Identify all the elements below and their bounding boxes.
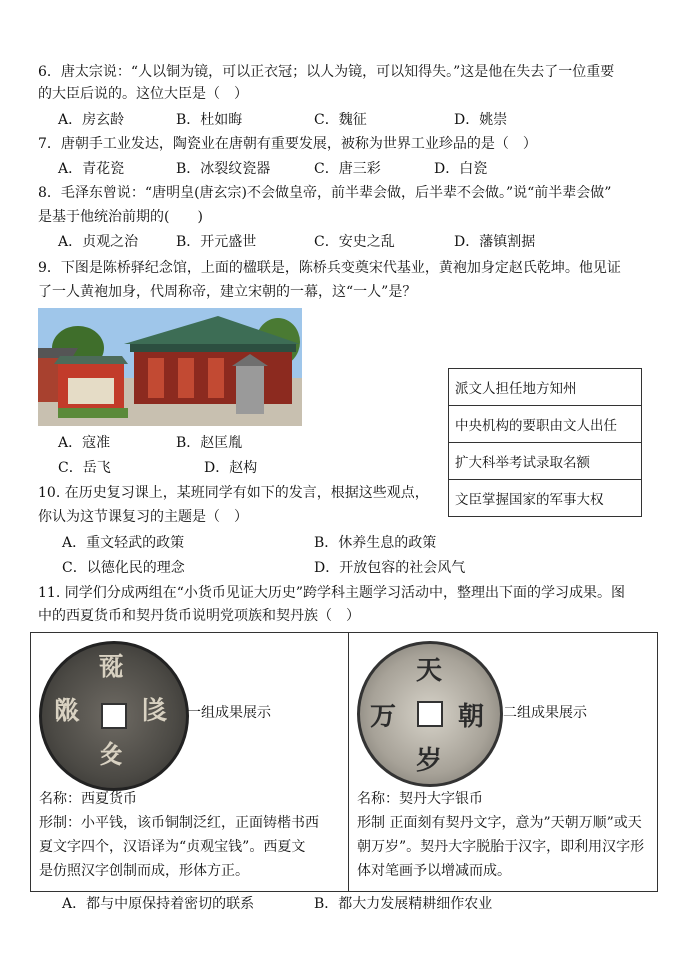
q6-option-a[interactable]: A．房玄龄 xyxy=(58,112,125,128)
q10-stem-line1: 10. 在历史复习课上，某班同学有如下的发言，根据这些观点， xyxy=(38,485,429,501)
q9-option-b[interactable]: B．赵匡胤 xyxy=(176,435,243,451)
q7-option-c[interactable]: C．唐三彩 xyxy=(314,161,381,177)
statement-cell: 扩大科举考试录取名额 xyxy=(449,443,642,480)
q8-stem-line2: 是基于他统治前期的( ) xyxy=(38,209,203,225)
q8-option-d[interactable]: D．藩镇割据 xyxy=(454,234,536,250)
q9-option-d[interactable]: D．赵构 xyxy=(204,460,258,476)
statement-cell: 派文人担任地方知州 xyxy=(449,369,642,406)
western-xia-desc-line1: 形制：小平钱，该币铜制泛红，正面铸楷书西 xyxy=(39,815,319,831)
q6-option-d[interactable]: D．姚崇 xyxy=(454,112,508,128)
khitan-desc-line1: 形制 正面刻有契丹文字，意为”天朝万顺”或天 xyxy=(357,815,642,831)
q8-stem-line1: 8．毛泽东曾说：“唐明皇(唐玄宗)不会做皇帝，前半辈会做，后半辈不会做。”说“前半辈会做” xyxy=(38,185,612,201)
q11-option-a[interactable]: A．都与中原保持着密切的联系 xyxy=(62,896,255,912)
q7-option-b[interactable]: B．冰裂纹瓷器 xyxy=(176,161,271,177)
western-xia-desc-line3: 是仿照汉字创制而成，形体方正。 xyxy=(39,863,249,879)
coin-results-table xyxy=(30,632,658,892)
coin-glyph-right: 朝 xyxy=(458,702,485,732)
western-xia-desc-line2: 夏文字四个，汉语译为“贞观宝钱”。西夏文 xyxy=(39,839,306,855)
q9-option-c[interactable]: C．岳飞 xyxy=(58,460,111,476)
q10-option-d[interactable]: D．开放包容的社会风气 xyxy=(314,560,466,576)
student-statements-table xyxy=(448,368,642,517)
q9-option-a[interactable]: A．寇准 xyxy=(58,435,111,451)
chenqiao-memorial-photo xyxy=(38,308,302,426)
q8-option-a[interactable]: A．贞观之治 xyxy=(58,234,139,250)
coin-glyph-bottom: 岁 xyxy=(416,746,443,776)
q11-stem-line2: 中的西夏货币和契丹货币说明党项族和契丹族（ ） xyxy=(38,608,360,624)
khitan-coin-name: 名称：契丹大字银币 xyxy=(357,791,483,807)
coin-glyph-top: 天 xyxy=(416,656,443,686)
q11-option-b[interactable]: B．都大力发展精耕细作农业 xyxy=(314,896,493,912)
q10-stem-line2: 你认为这节课复习的主题是（ ） xyxy=(38,509,248,525)
statement-cell: 中央机构的要职由文人出任 xyxy=(449,406,642,443)
western-xia-coin-image: 𗀔 𗁅 𗂂 𗃐 xyxy=(39,641,189,791)
western-xia-name: 名称：西夏货币 xyxy=(39,791,137,807)
khitan-desc-line2: 朝万岁”。契丹大字脱胎于汉字，即利用汉字形 xyxy=(357,839,645,855)
q10-option-b[interactable]: B．休养生息的政策 xyxy=(314,535,437,551)
q8-option-c[interactable]: C．安史之乱 xyxy=(314,234,395,250)
table-divider xyxy=(348,633,349,891)
q9-stem-line2: 了一人黄袍加身，代周称帝，建立宋朝的一幕，这“一人”是？ xyxy=(38,284,417,300)
q9-stem-line1: 9．下图是陈桥驿纪念馆，上面的楹联是，陈桥兵变奠宋代基业，黄袍加身定赵氏乾坤。他见证 xyxy=(38,260,621,276)
q6-stem-line2: 的大臣后说的。这位大臣是（ ） xyxy=(38,86,248,102)
q7-option-d[interactable]: D．白瓷 xyxy=(434,161,488,177)
q6-stem-line1: 6．唐太宗说：“人以铜为镜，可以正衣冠；以人为镜，可以知得失。”这是他在失去了一位重要 xyxy=(38,64,615,80)
q11-stem-line1: 11. 同学们分成两组在“小货币见证大历史”跨学科主题学习活动中，整理出下面的学习成果。图 xyxy=(38,585,626,601)
q6-option-c[interactable]: C．魏征 xyxy=(314,112,367,128)
coin-glyph-left: 万 xyxy=(370,702,397,732)
q7-stem: 7．唐朝手工业发达，陶瓷业在唐朝有重要发展，被称为世界工业珍品的是（ ） xyxy=(38,136,537,152)
q10-option-a[interactable]: A．重文轻武的政策 xyxy=(62,535,185,551)
coin-square-hole xyxy=(101,703,127,729)
coin-square-hole xyxy=(417,701,443,727)
group-one-caption: 一组成果展示 xyxy=(187,705,271,721)
khitan-coin-image xyxy=(357,641,503,787)
statement-cell: 文臣掌握国家的军事大权 xyxy=(449,480,642,517)
q8-option-b[interactable]: B．开元盛世 xyxy=(176,234,257,250)
q6-option-b[interactable]: B．杜如晦 xyxy=(176,112,243,128)
q10-option-c[interactable]: C．以德化民的理念 xyxy=(62,560,185,576)
khitan-desc-line3: 体对笔画予以增减而成。 xyxy=(357,863,511,879)
group-two-caption: 二组成果展示 xyxy=(503,705,587,721)
q7-option-a[interactable]: A．青花瓷 xyxy=(58,161,125,177)
